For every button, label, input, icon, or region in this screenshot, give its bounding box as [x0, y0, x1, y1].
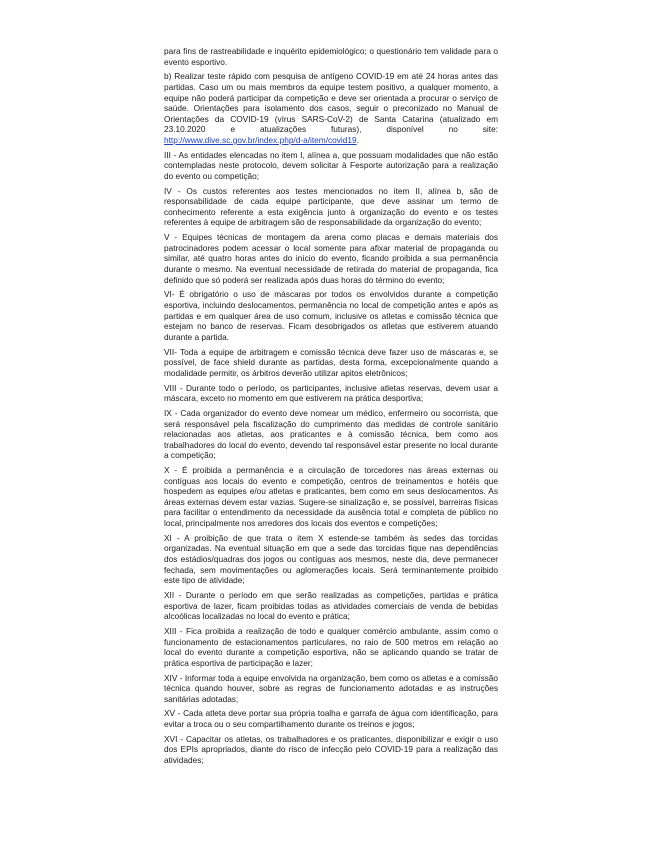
paragraph-item-xvi: XVI - Capacitar os atletas, os trabalhadores e os praticantes, disponibilizar e exigir o uso dos EPIs apropriados, diante do risco de infecção pelo COVID-19 para a realização das atividades;	[164, 733, 498, 766]
paragraph-item-xi: XI - A proibição de que trata o item X estende-se também às sedes das torcidas organizadas. Na eventual situação em que a sede das torcidas fique nas dependências dos estádios/quadras dos jogos ou contíguas aos mesmos, neste dia, deve permanecer fechada, sem movimentações ou aglomerações locais. Será terminantemente proibido este tipo de atividade;	[164, 532, 498, 586]
paragraph-item-iv: IV - Os custos referentes aos testes mencionados no item II, alínea b, são de responsabilidade de cada equipe participante, que deve assinar um termo de conhecimento referente a esta exigência junto à organização do evento e os testes referentes à equipe de arbitragem são de responsabilidade da organização do evento;	[164, 185, 498, 228]
paragraph-item-xiv: XIV - Informar toda a equipe envolvida na organização, bem como os atletas e a comissão técnica quando houver, sobre as regras de funcionamento adotadas e as instruções sanitárias adotadas;	[164, 672, 498, 704]
paragraph-item-x: X - É proibida a permanência e a circulação de torcedores nas áreas externas ou contíguas aos locais do evento e competição, centros de treinamentos e hotéis que hospedem as equipes e/ou atletas e praticantes, bem como em seus deslocamentos. As áreas externas devem estar vazias. Sugere-se sinalização e, se possível, barreiras físicas para facilitar o entendimento da necessidade da ausência total e completa de público no local, principalmente nos arredores dos locais dos eventos e competições;	[164, 465, 498, 529]
paragraph-item-vi: VI- É obrigatório o uso de máscaras por todos os envolvidos durante a competição esportiva, incluindo deslocamentos, permanência no local de competição antes e após as partidas e em qualquer área de uso comum, inclusive os atletas e comissão técnica que estejam no banco de reservas. Ficam desobrigados os atletas que estiverem atuando durante a partida.	[164, 289, 498, 342]
paragraph-item-ix: IX - Cada organizador do evento deve nomear um médico, enfermeiro ou socorrista, que será responsável pela fiscalização do cumprimento das medidas de controle sanitário relacionadas aos atletas, aos praticantes e à comissão técnica, bem como aos trabalhadores do local do evento, devendo tal responsável estar presente no local durante a competição;	[164, 407, 498, 461]
paragraph-item-b-teste-rapido	[164, 71, 498, 145]
paragraph-item-viii: VIII - Durante todo o período, os participantes, inclusive atletas reservas, devem usar a máscara, exceto no momento em que estiverem na prática desportiva;	[164, 382, 498, 404]
paragraph-item-xiii: XIII - Fica proibida a realização de todo e qualquer comércio ambulante, assim como o funcionamento de estacionamentos particulares, no raio de 500 metros em relação ao local do evento durante a competição esportiva, não se aplicando quando se tratar de prática esportiva de participação e lazer;	[164, 625, 498, 668]
covid19-manual-link[interactable]: http://www.dive.sc.gov.br/index.php/d-a/item/covid19	[164, 134, 357, 145]
paragraph-item-b-end: .	[356, 134, 359, 145]
paragraph-item-b-text: b) Realizar teste rápido com pesquisa de antígeno COVID-19 em até 24 horas antes das partidas. Caso um ou mais membros da equipe testem positivo, a qualquer momento, a equipe não poderá participar da competição e deve ser orientada a procurar o serviço de saúde. Orientações para isolamento dos casos, seguir o preconizado no Manual de Orientações da COVID-19 (vírus SARS-CoV-2) de Santa Catarina (atualizado em 23.10.2020 e atualizações futuras), disponível no site:	[164, 71, 498, 135]
document-body	[164, 46, 498, 770]
paragraph-item-iii: III - As entidades elencadas no item I, alínea a, que possuam modalidades que não estão contempladas neste protocolo, devem solicitar à Fesporte autorização para a realização do evento ou competição;	[164, 149, 498, 181]
paragraph-item-vii: VII- Toda a equipe de arbitragem e comissão técnica deve fazer uso de máscaras e, se possível, de face shield durante as partidas, desta forma, excepcionalmente quando a modalidade permitir, os árbitros deverão utilizar apitos eletrônicos;	[164, 346, 498, 378]
paragraph-item-v: V - Equipes técnicas de montagem da arena como placas e demais materiais dos patrocinadores podem acessar o local somente para afixar material de propaganda ou similar, até quatro horas antes do início do evento, ficando proibida a sua permanência durante o mesmo. Na eventual necessidade de retirada do material de propaganda, fica definido que só poderá ser realizada após duas horas do término do evento;	[164, 232, 498, 285]
paragraph-item-xv: XV - Cada atleta deve portar sua própria toalha e garrafa de água com identificação, para evitar a troca ou o seu compartilhamento durante os treinos e jogos;	[164, 708, 498, 730]
paragraph-item-xii: XII - Durante o período em que serão realizadas as competições, partidas e prática esportiva de lazer, ficam proibidas todas as atividades comerciais de venda de bebidas alcoólicas localizadas no local do evento e prática;	[164, 589, 498, 622]
paragraph-questionario-continuation: para fins de rastreabilidade e inquérito epidemiológico; o questionário tem validade para o evento esportivo.	[164, 46, 498, 67]
